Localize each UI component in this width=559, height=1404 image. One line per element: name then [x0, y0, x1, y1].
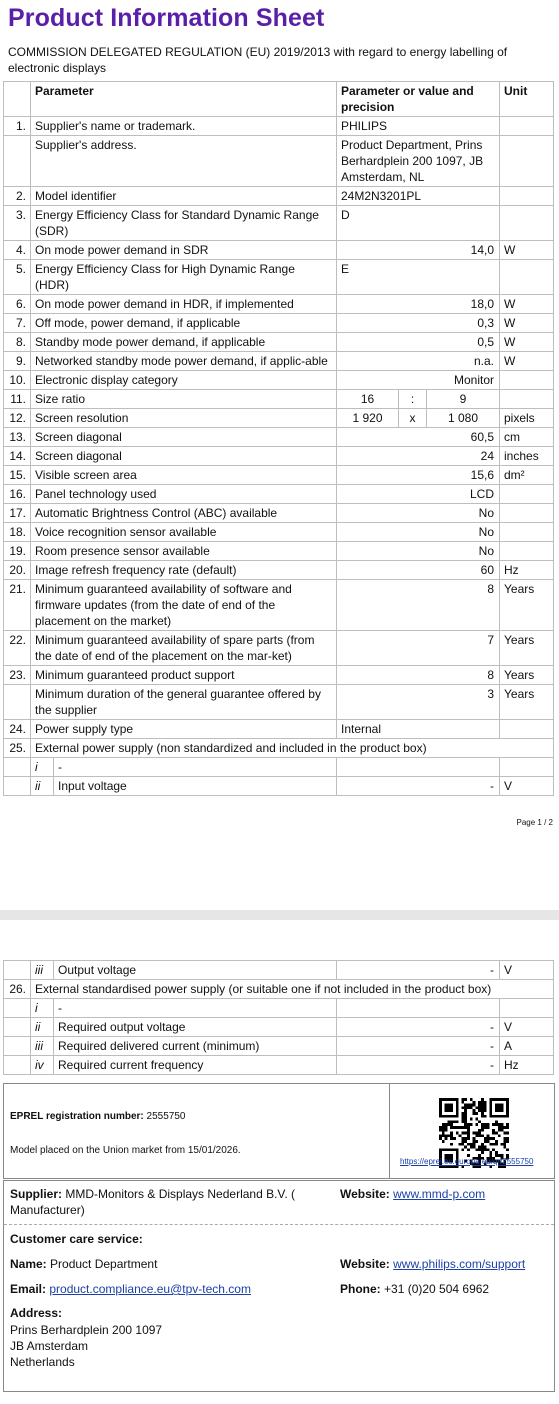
table-row: 9. Networked standby mode power demand, if applic-able n.a. W: [4, 352, 554, 371]
market-date: Model placed on the Union market from 15/01/2026.: [10, 1145, 241, 1156]
address-line: JB Amsterdam: [10, 1339, 89, 1353]
table-row: 21. Minimum guaranteed availability of software and firmware updates (from the date of end of the placement on the market) 8 Years: [4, 580, 554, 631]
table-row: i -: [4, 999, 554, 1018]
care-website-label: Website:: [340, 1257, 390, 1271]
eprel-box: [3, 1083, 555, 1179]
care-email-line: [10, 1281, 251, 1297]
table-row: 15. Visible screen area 15,6 dm²: [4, 466, 554, 485]
supplier-name: MMD-Monitors & Displays Nederland B.V. ( Manufacturer): [10, 1187, 295, 1217]
care-name-line: [10, 1256, 157, 1272]
table-row: 19. Room presence sensor available No: [4, 542, 554, 561]
table-row: i -: [4, 758, 554, 777]
table-row: 22. Minimum guaranteed availability of spare parts (from the date of end of the placement on the mar-ket) 7 Years: [4, 631, 554, 666]
table-row: iii Required delivered current (minimum) - A: [4, 1037, 554, 1056]
table-row: 13. Screen diagonal 60,5 cm: [4, 428, 554, 447]
care-email-link[interactable]: product.compliance.eu@tpv-tech.com: [49, 1282, 251, 1296]
address-label: Address:: [10, 1306, 63, 1320]
table-row: 17. Automatic Brightness Control (ABC) available No: [4, 504, 554, 523]
table-row: 4. On mode power demand in SDR 14,0 W: [4, 241, 554, 260]
care-name: Product Department: [50, 1257, 158, 1271]
table-row: 25. External power supply (non standardized and included in the product box): [4, 739, 554, 758]
page-number: Page 1 / 2: [516, 818, 553, 827]
table-row: 24. Power supply type Internal: [4, 720, 554, 739]
supplier-website-link[interactable]: www.mmd-p.com: [393, 1187, 486, 1201]
table-row: 6. On mode power demand in HDR, if implemented 18,0 W: [4, 295, 554, 314]
table-row: Minimum duration of the general guarantee offered by the supplier 3 Years: [4, 685, 554, 720]
table-row: 16. Panel technology used LCD: [4, 485, 554, 504]
table-row: 18. Voice recognition sensor available No: [4, 523, 554, 542]
spec-table-page-1: [3, 81, 554, 796]
table-row: 8. Standby mode power demand, if applicable 0,5 W: [4, 333, 554, 352]
care-phone: +31 (0)20 504 6962: [384, 1282, 490, 1296]
table-row: 23. Minimum guaranteed product support 8 Years: [4, 666, 554, 685]
supplier-line: [10, 1186, 320, 1218]
table-row: Supplier's address. Product Department, Prins Berhardplein 200 1097, JB Amsterdam, NL: [4, 136, 554, 187]
care-email-label: Email:: [10, 1282, 47, 1296]
supplier-label: Supplier:: [10, 1187, 63, 1201]
table-row: ii Required output voltage - V: [4, 1018, 554, 1037]
table-row: 20. Image refresh frequency rate (default) 60 Hz: [4, 561, 554, 580]
table-row: 1. Supplier's name or trademark. PHILIPS: [4, 117, 554, 136]
eprel-link[interactable]: https://eprel.ec.europa.eu/qr/2555750: [400, 1157, 534, 1166]
eprel-number: 2555750: [146, 1111, 186, 1122]
header-value: Parameter or value and precision: [337, 82, 500, 117]
address-line: Netherlands: [10, 1355, 75, 1369]
supplier-box: [3, 1180, 555, 1392]
eprel-label: EPREL registration number:: [10, 1111, 144, 1122]
table-row: 14. Screen diagonal 24 inches: [4, 447, 554, 466]
care-heading: Customer care service:: [10, 1232, 143, 1246]
table-row: 7. Off mode, power demand, if applicable 0,3 W: [4, 314, 554, 333]
care-phone-label: Phone:: [340, 1282, 381, 1296]
supplier-website-label: Website:: [340, 1187, 390, 1201]
page-title: Product Information Sheet: [8, 4, 325, 32]
table-row: 3. Energy Efficiency Class for Standard Dynamic Range (SDR) D: [4, 206, 554, 241]
eprel-info: [4, 1084, 390, 1178]
page-separator: [0, 910, 559, 920]
regulation-subtitle: COMMISSION DELEGATED REGULATION (EU) 2019/2013 with regard to energy labelling of electronic displays: [8, 45, 508, 75]
table-row: iv Required current frequency - Hz: [4, 1056, 554, 1075]
care-website-link[interactable]: www.philips.com/support: [393, 1257, 526, 1271]
table-header-row: [4, 82, 554, 117]
spec-table-page-2: [3, 960, 554, 1075]
header-parameter: Parameter: [31, 82, 337, 117]
header-unit: Unit: [500, 82, 554, 117]
address-line: Prins Berhardplein 200 1097: [10, 1323, 163, 1337]
table-row: 5. Energy Efficiency Class for High Dynamic Range (HDR) E: [4, 260, 554, 295]
table-row: iii Output voltage - V: [4, 961, 554, 980]
table-row: 11. Size ratio 16 : 9: [4, 390, 554, 409]
table-row: 12. Screen resolution 1 920 x 1 080 pixels: [4, 409, 554, 428]
table-row: ii Input voltage - V: [4, 777, 554, 796]
care-name-label: Name:: [10, 1257, 47, 1271]
supplier-website-line: [340, 1186, 485, 1202]
care-website-line: [340, 1256, 525, 1272]
divider: [4, 1224, 554, 1225]
care-phone-line: [340, 1281, 489, 1297]
table-row: 10. Electronic display category Monitor: [4, 371, 554, 390]
table-row: 2. Model identifier 24M2N3201PL: [4, 187, 554, 206]
table-row: 26. External standardised power supply (or suitable one if not included in the product box): [4, 980, 554, 999]
